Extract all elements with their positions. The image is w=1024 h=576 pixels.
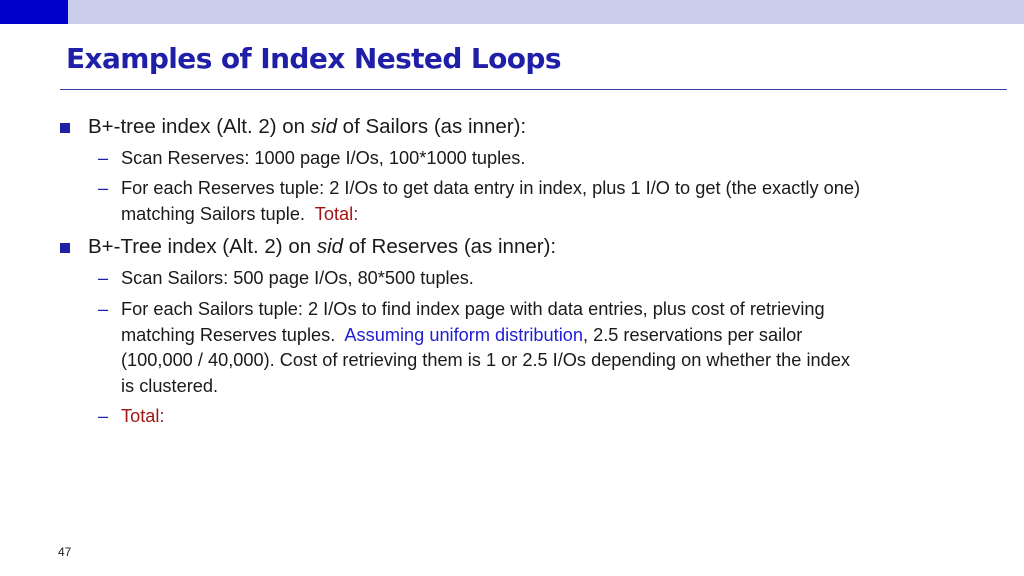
bullet-text-pre: B+-tree index (Alt. 2) on: [88, 115, 311, 138]
square-bullet-icon: [60, 243, 70, 253]
bullet-text-post: of Reserves (as inner):: [343, 235, 557, 258]
bullet-text-pre: B+-Tree index (Alt. 2) on: [88, 235, 317, 258]
slide-title: Examples of Index Nested Loops: [66, 42, 561, 75]
dash-bullet-icon: –: [98, 178, 109, 198]
bullet-text-italic: sid: [316, 235, 344, 258]
sub-bullet-line: is clustered.: [121, 375, 219, 396]
highlighted-phrase: Assuming uniform distribution: [344, 324, 583, 345]
total-label: Total:: [314, 203, 359, 224]
top-bar: [0, 0, 1024, 24]
sub-bullet-line: For each Reserves tuple: 2 I/Os to get data entry in index, plus 1 I/O to get (the exactly one): [121, 178, 861, 198]
sub-bullet-text: Scan Reserves: 1000 page I/Os, 100*1000 tuples.: [121, 148, 526, 168]
bullet-text-italic: sid: [310, 115, 337, 138]
bullet-text: [88, 234, 556, 260]
page-number: 47: [58, 545, 72, 559]
sub-bullet-text: Scan Sailors: 500 page I/Os, 80*500 tuples.: [121, 268, 474, 288]
bullet-text: [88, 114, 526, 140]
sub-bullet-line: (100,000 / 40,000). Cost of retrieving them is 1 or 2.5 I/Os depending on whether the index: [121, 350, 850, 370]
sub-bullet-line: matching Reserves tuples.: [121, 324, 345, 345]
sub-bullet-line: For each Sailors tuple: 2 I/Os to find index page with data entries, plus cost of retrieving: [121, 299, 825, 319]
total-label: Total:: [121, 406, 165, 426]
dash-bullet-icon: –: [98, 148, 109, 168]
dash-bullet-icon: –: [98, 299, 109, 319]
sub-bullet-text: [121, 176, 1005, 227]
square-bullet-icon: [60, 123, 70, 133]
dash-bullet-icon: –: [98, 406, 109, 426]
dash-bullet-icon: –: [98, 268, 109, 288]
sub-bullet-line: , 2.5 reservations per sailor: [582, 324, 803, 345]
top-bar-accent: [0, 0, 68, 24]
title-divider: [60, 89, 1007, 90]
sub-bullet-line: matching Sailors tuple.: [121, 203, 315, 224]
sub-bullet-text: [121, 297, 1005, 399]
bullet-text-post: of Sailors (as inner):: [336, 115, 527, 138]
